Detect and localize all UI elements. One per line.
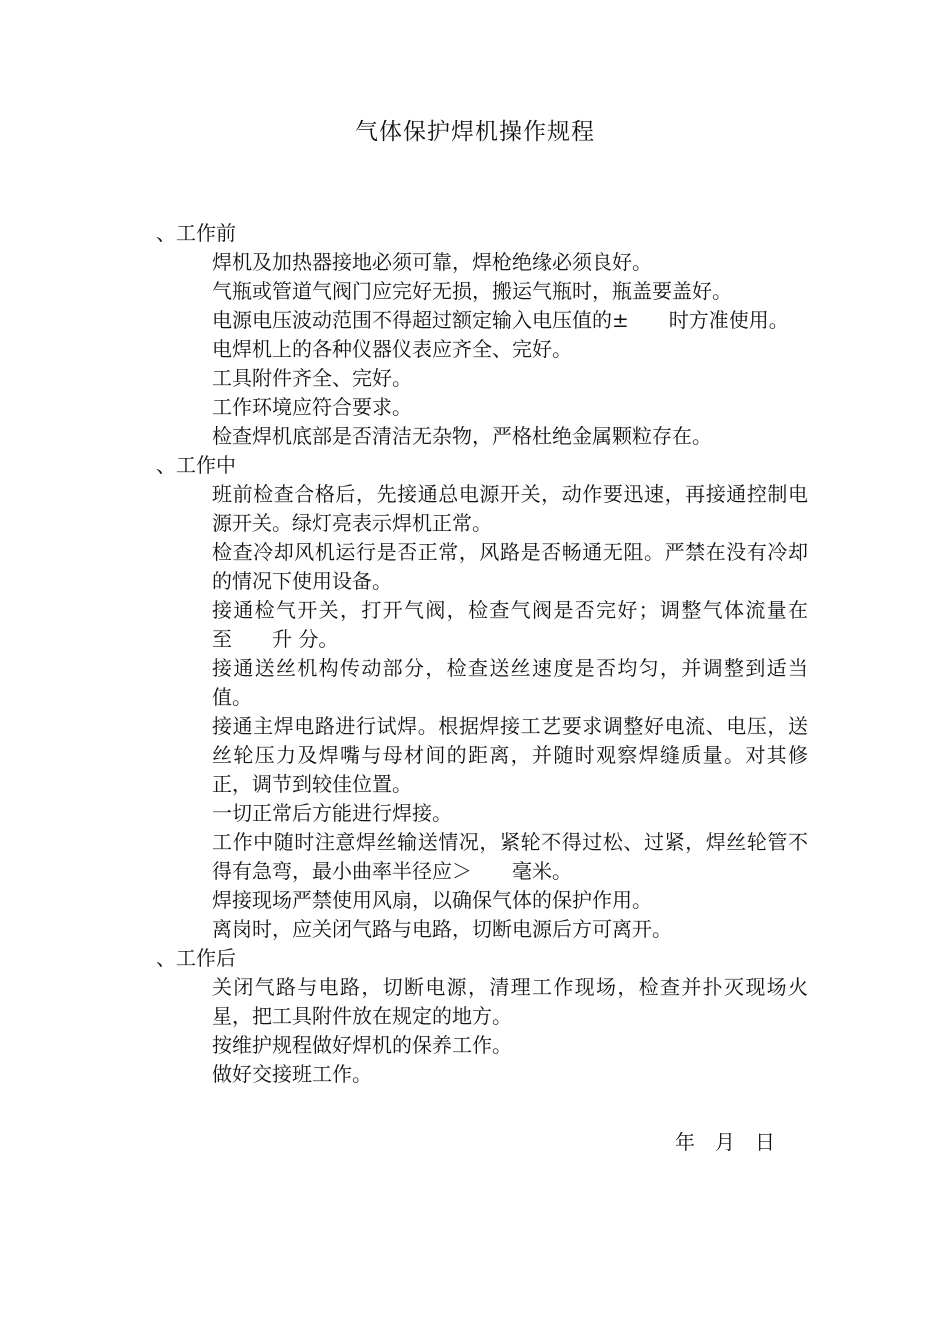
list-item: 焊机及加热器接地必须可靠，焊枪绝缘必须良好。 xyxy=(212,250,652,274)
list-item: 工作中随时注意焊丝输送情况，紧轮不得过松、过紧，焊丝轮管不得有急弯，最小曲率半径应＞ 毫米。 xyxy=(212,830,808,883)
section-heading-after-work: 、工作后 xyxy=(156,946,236,970)
list-item: 班前检查合格后，先接通总电源开关，动作要迅速，再接通控制电源开关。绿灯亮表示焊机正常。 xyxy=(212,482,808,535)
list-item: 电焊机上的各种仪器仪表应齐全、完好。 xyxy=(212,337,572,361)
list-item: 接通检气开关，打开气阀，检查气阀是否完好；调整气体流量在 至 升 分。 xyxy=(212,598,848,651)
document-body xyxy=(0,219,950,1089)
list-item: 一切正常后方能进行焊接。 xyxy=(212,801,452,825)
list-item: 工具附件齐全、完好。 xyxy=(212,366,412,390)
list-item: 气瓶或管道气阀门应完好无损，搬运气瓶时，瓶盖要盖好。 xyxy=(212,279,732,303)
date-line: 年 月 日 xyxy=(675,1130,775,1154)
list-item: 工作环境应符合要求。 xyxy=(212,395,412,419)
section-heading-before-work: 、工作前 xyxy=(156,221,236,245)
list-item: 检查冷却风机运行是否正常，风路是否畅通无阻。严禁在没有冷却的情况下使用设备。 xyxy=(212,540,808,593)
document-title: 气体保护焊机操作规程 xyxy=(355,119,595,145)
list-item: 焊接现场严禁使用风扇，以确保气体的保护作用。 xyxy=(212,888,652,912)
section-heading-during-work: 、工作中 xyxy=(156,453,236,477)
list-item: 做好交接班工作。 xyxy=(212,1062,372,1086)
list-item: 电源电压波动范围不得超过额定输入电压值的± 时方准使用。 xyxy=(212,308,789,332)
list-item: 按维护规程做好焊机的保养工作。 xyxy=(212,1033,512,1057)
list-item: 离岗时，应关闭气路与电路，切断电源后方可离开。 xyxy=(212,917,672,941)
list-item: 关闭气路与电路，切断电源，清理工作现场，检查并扑灭现场火星，把工具附件放在规定的地方。 xyxy=(212,975,808,1028)
list-item: 检查焊机底部是否清洁无杂物，严格杜绝金属颗粒存在。 xyxy=(212,424,712,448)
list-item: 接通主焊电路进行试焊。根据焊接工艺要求调整好电流、电压，送丝轮压力及焊嘴与母材间的距离，并随时观察焊缝质量。对其修正，调节到较佳位置。 xyxy=(212,714,808,796)
list-item: 接通送丝机构传动部分，检查送丝速度是否均匀，并调整到适当值。 xyxy=(212,656,808,709)
